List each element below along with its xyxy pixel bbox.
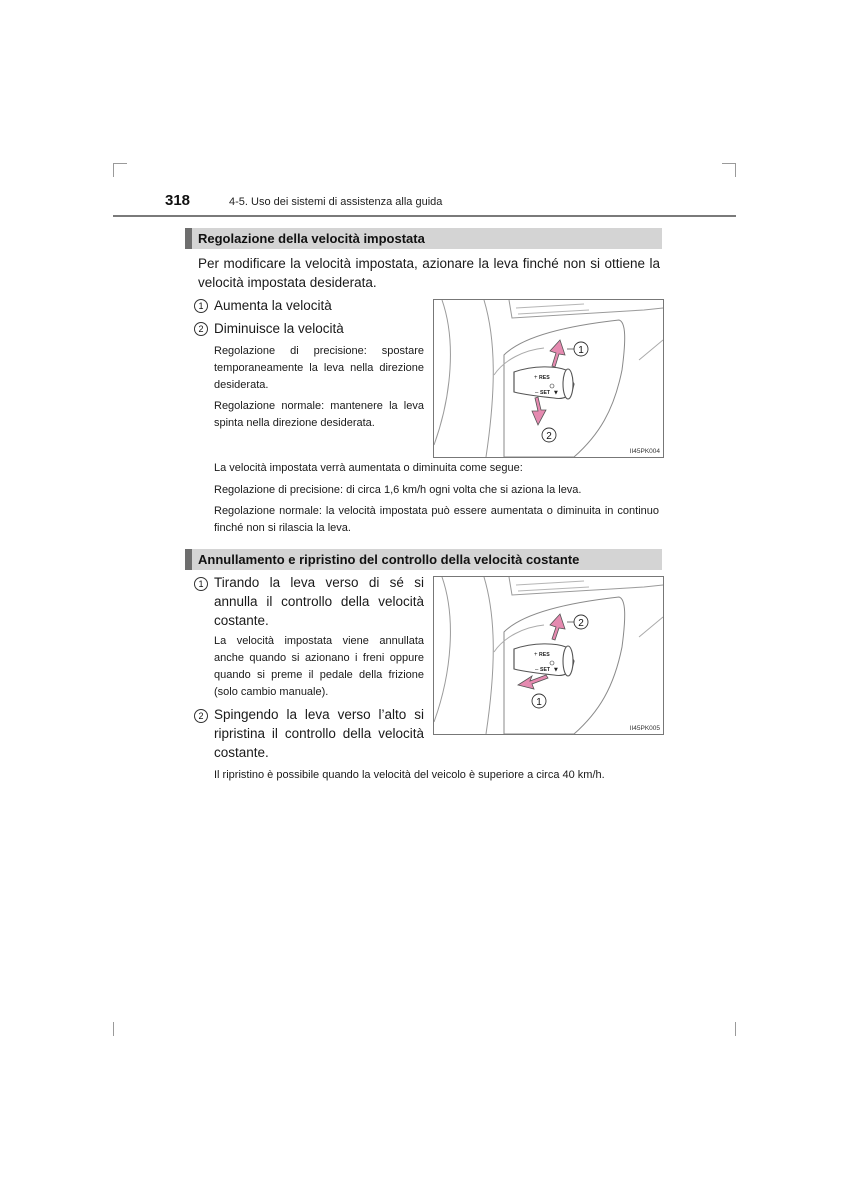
crop-mark-bottom-left [113,1022,114,1036]
chapter-title: 4-5. Uso dei sistemi di assistenza alla guida [229,196,443,208]
footnote-resume: Il ripristino è possibile quando la velocità del veicolo è superiore a circa 40 km/h. [214,769,605,781]
intro-paragraph: Per modificare la velocità impostata, azionare la leva finché non si ottiene la velocità impostata desiderata. [198,256,660,290]
item-decrease-speed: Diminuisce la velocità [214,321,344,336]
item-cancel: Tirando la leva verso di sé si annulla il controllo della velocità costante. [214,575,424,628]
lever-label-res: RES [539,375,550,381]
marker-2: 2 [194,322,208,336]
crop-mark-top-left [113,163,127,164]
note-cancel: La velocità impostata viene annullata anche quando si azionano i freni oppure quando si preme il pedale della frizione (solo cambio manuale). [214,635,424,698]
callout-1: 1 [536,697,542,708]
section-heading [185,228,662,249]
section-heading [185,549,662,570]
followup-2: Regolazione di precisione: di circa 1,6 km/h ogni volta che si aziona la leva. [214,484,582,496]
item-resume: Spingendo la leva verso l’alto si ripristina il controllo della velocità costante. [214,707,424,760]
crop-mark-top-right [735,163,736,177]
callout-2: 2 [578,618,584,629]
crop-mark-top-left [113,163,114,177]
svg-text:▼: ▼ [554,390,558,396]
lever-label-plus: + [534,375,538,381]
lever-figure-cancel-resume [433,576,664,735]
callout-2: 2 [546,431,552,442]
lever-label-set: SET [540,390,551,396]
note-precision: Regolazione di precisione: spostare temporaneamente la leva nella direzione desiderata. [214,345,424,391]
lever-label-plus: + [534,652,538,658]
marker-2: 2 [194,709,208,723]
figure-code: II45PK005 [629,725,660,732]
section-title: Regolazione della velocità impostata [198,231,425,246]
page-number: 318 [165,192,191,209]
callout-1: 1 [578,345,584,356]
crop-mark-bottom-right [735,1022,736,1036]
followup-1: La velocità impostata verrà aumentata o diminuita come segue: [214,462,523,474]
item-increase-speed: Aumenta la velocità [214,298,332,313]
note-normal: Regolazione normale: mantenere la leva spinta nella direzione desiderata. [214,400,424,429]
header-rule [113,215,736,217]
lever-label-res: RES [539,652,550,658]
lever-label-minus: – [535,667,539,673]
crop-mark-top-right [722,163,736,164]
section-title: Annullamento e ripristino del controllo della velocità costante [198,552,580,567]
followup-3: Regolazione normale: la velocità impostata può essere aumentata o diminuita in continuo finché non si rilascia la leva. [214,505,659,534]
lever-label-minus: – [535,390,539,396]
marker-1: 1 [194,577,208,591]
lever-label-set: SET [540,667,551,673]
figure-code: II45PK004 [629,448,660,455]
lever-figure-adjust [433,299,664,458]
marker-1: 1 [194,299,208,313]
svg-text:▼: ▼ [554,667,558,673]
